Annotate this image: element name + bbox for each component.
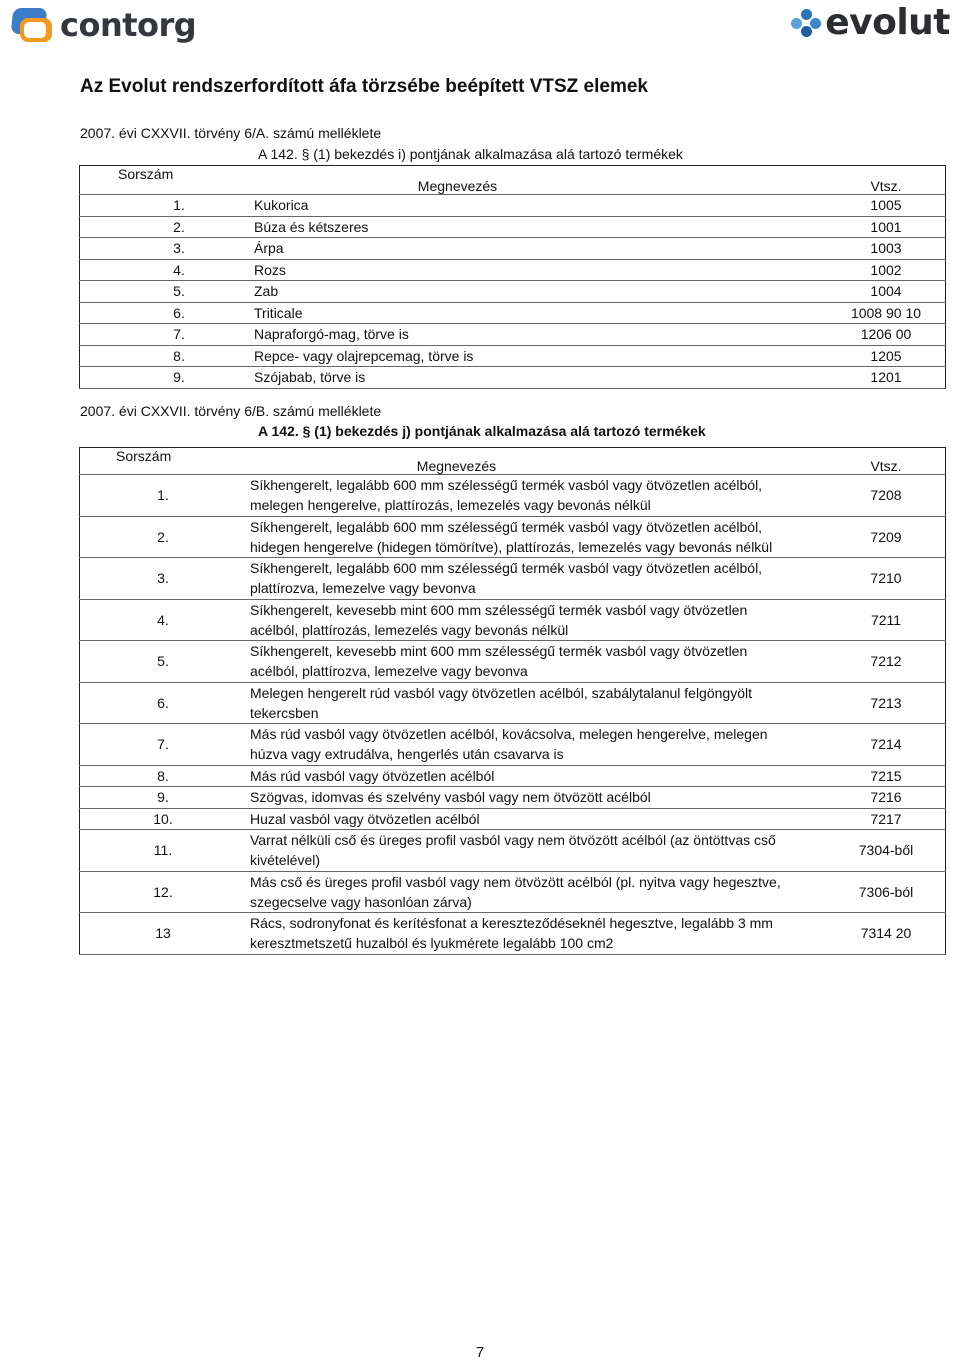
row-name-line: Más rúd vasból vagy ötvözetlen acélból, kovácsolva, melegen hengerelve, melegen (250, 726, 768, 743)
row-vtsz-code: 7210 (827, 558, 946, 600)
row-name-line: acélból, plattírozva, lemezelve vagy bevonva (250, 663, 528, 680)
row-name-line: Síkhengerelt, kevesebb mint 600 mm szélességű termék vasból vagy ötvözetlen (250, 643, 748, 660)
row-name: Árpa (248, 238, 827, 260)
row-name-line: Síkhengerelt, legalább 600 mm szélességű termék vasból vagy ötvözetlen acélból, (250, 477, 763, 494)
row-vtsz-code: 7208 (827, 475, 946, 517)
row-number: 5. (80, 281, 249, 303)
evolut-logo-text: evolut (825, 2, 950, 43)
contorg-logo-text: contorg (60, 6, 197, 44)
row-vtsz-code: 1206 00 (827, 324, 946, 346)
table-row (80, 195, 946, 217)
table-row (80, 259, 946, 281)
page-title: Az Evolut rendszerfordított áfa törzsébe beépített VTSZ elemek (80, 76, 648, 97)
row-number: 12. (80, 871, 247, 913)
row-number: 6. (80, 682, 247, 724)
row-number: 4. (80, 599, 247, 641)
table-a-subtitle: A 142. § (1) bekezdés i) pontjának alkalmazása alá tartozó termékek (258, 146, 683, 162)
row-name: Napraforgó-mag, törve is (248, 324, 827, 346)
table-row (80, 558, 946, 600)
row-vtsz-code: 7314 20 (827, 913, 946, 955)
row-name-line: Melegen hengerelt rúd vasból vagy ötvözetlen acélból, szabálytalanul felgöngyölt (250, 684, 752, 701)
row-name-line: Szögvas, idomvas és szelvény vasból vagy nem ötvözött acélból (250, 789, 651, 806)
col-header-vtsz: Vtsz. (827, 166, 946, 195)
table-b (79, 447, 946, 955)
row-name (246, 765, 827, 787)
row-number: 7. (80, 324, 249, 346)
row-name (246, 871, 827, 913)
table-row (80, 345, 946, 367)
table-row (80, 516, 946, 558)
table-row (80, 599, 946, 641)
row-number: 8. (80, 345, 249, 367)
table-row (80, 682, 946, 724)
row-vtsz-code: 1005 (827, 195, 946, 217)
row-vtsz-code: 7215 (827, 765, 946, 787)
row-name-line: Más cső és üreges profil vasból vagy nem ötvözött acélból (pl. nyitva vagy hegesztve, (250, 873, 781, 890)
table-row (80, 913, 946, 955)
row-vtsz-code: 7213 (827, 682, 946, 724)
row-number: 9. (80, 367, 249, 389)
row-number: 5. (80, 641, 247, 683)
table-row (80, 281, 946, 303)
row-name (246, 558, 827, 600)
row-vtsz-code: 1201 (827, 367, 946, 389)
row-name-line: Síkhengerelt, legalább 600 mm szélességű termék vasból vagy ötvözetlen acélból, (250, 560, 763, 577)
row-name-line: szegecselve vagy hasonlóan zárva) (250, 893, 472, 910)
row-number: 4. (80, 259, 249, 281)
col-header-sorszam: Sorszám (80, 448, 247, 475)
row-name (246, 724, 827, 766)
row-name-line: húzva vagy extrudálva, hengerlés után csavarva is (250, 746, 564, 763)
table-row (80, 324, 946, 346)
row-number: 2. (80, 516, 247, 558)
law-reference-b: 2007. évi CXXVII. törvény 6/B. számú melléklete (80, 403, 382, 419)
row-number: 3. (80, 558, 247, 600)
table-row (80, 724, 946, 766)
row-name-line: Síkhengerelt, legalább 600 mm szélességű termék vasból vagy ötvözetlen acélból, (250, 518, 763, 535)
row-vtsz-code: 7214 (827, 724, 946, 766)
row-vtsz-code: 1003 (827, 238, 946, 260)
row-name (246, 599, 827, 641)
col-header-sorszam: Sorszám (80, 166, 249, 195)
row-vtsz-code: 7212 (827, 641, 946, 683)
row-name (246, 475, 827, 517)
row-vtsz-code: 7211 (827, 599, 946, 641)
page-number: 7 (475, 1344, 485, 1361)
row-name-line: melegen hengerelve, plattírozás, lemezelés vagy bevonás nélkül (250, 497, 651, 514)
row-vtsz-code: 1001 (827, 216, 946, 238)
row-number: 11. (80, 830, 247, 872)
row-name (246, 913, 827, 955)
row-name: Repce- vagy olajrepcemag, törve is (248, 345, 827, 367)
row-number: 3. (80, 238, 249, 260)
row-name: Kukorica (248, 195, 827, 217)
row-number: 1. (80, 195, 249, 217)
table-row (80, 367, 946, 389)
row-name-line: keresztmetszetű huzalból és lyukmérete legalább 100 cm2 (250, 935, 614, 952)
row-name-line: Varrat nélküli cső és üreges profil vasból vagy nem ötvözött acélból (az öntöttvas cső (250, 832, 776, 849)
row-vtsz-code: 7304-ből (827, 830, 946, 872)
row-name (246, 808, 827, 830)
table-row (80, 830, 946, 872)
row-number: 2. (80, 216, 249, 238)
row-number: 7. (80, 724, 247, 766)
table-b-header (80, 448, 946, 475)
table-row (80, 787, 946, 809)
row-vtsz-code: 1205 (827, 345, 946, 367)
table-row (80, 475, 946, 517)
col-header-megnevezes: Megnevezés (246, 448, 827, 475)
page-header (0, 0, 960, 52)
row-name (246, 641, 827, 683)
col-header-vtsz: Vtsz. (827, 448, 946, 475)
row-name: Rozs (248, 259, 827, 281)
row-number: 8. (80, 765, 247, 787)
evolut-logo (791, 2, 950, 43)
row-number: 10. (80, 808, 247, 830)
table-row (80, 871, 946, 913)
law-reference-a: 2007. évi CXXVII. törvény 6/A. számú melléklete (80, 125, 382, 141)
row-vtsz-code: 7306-ból (827, 871, 946, 913)
row-name-line: acélból, plattírozás, lemezelés vagy bevonás nélkül (250, 621, 569, 638)
row-name-line: Más rúd vasból vagy ötvözetlen acélból (250, 767, 495, 784)
table-row (80, 302, 946, 324)
table-row (80, 641, 946, 683)
table-row (80, 216, 946, 238)
row-number: 6. (80, 302, 249, 324)
table-row (80, 238, 946, 260)
row-name: Triticale (248, 302, 827, 324)
row-vtsz-code: 1002 (827, 259, 946, 281)
contorg-logo (12, 4, 196, 46)
row-name-line: Síkhengerelt, kevesebb mint 600 mm szélességű termék vasból vagy ötvözetlen (250, 601, 748, 618)
row-vtsz-code: 7217 (827, 808, 946, 830)
row-name (246, 516, 827, 558)
evolut-logo-icon (791, 8, 821, 38)
table-a-header (80, 166, 946, 195)
col-header-megnevezes: Megnevezés (248, 166, 827, 195)
row-vtsz-code: 1008 90 10 (827, 302, 946, 324)
row-number: 1. (80, 475, 247, 517)
row-name: Szójabab, törve is (248, 367, 827, 389)
row-name-line: Huzal vasból vagy ötvözetlen acélból (250, 810, 480, 827)
row-name: Búza és kétszeres (248, 216, 827, 238)
row-vtsz-code: 1004 (827, 281, 946, 303)
table-a (79, 165, 946, 389)
row-vtsz-code: 7209 (827, 516, 946, 558)
row-name (246, 787, 827, 809)
table-b-subtitle: A 142. § (1) bekezdés j) pontjának alkalmazása alá tartozó termékek (258, 423, 706, 439)
row-vtsz-code: 7216 (827, 787, 946, 809)
contorg-logo-icon (12, 4, 54, 46)
row-name-line: kivételével) (250, 852, 321, 869)
row-name (246, 830, 827, 872)
row-number: 9. (80, 787, 247, 809)
row-number: 13 (80, 913, 247, 955)
table-row (80, 808, 946, 830)
row-name-line: hidegen hengerelve (hidegen tömörítve), plattírozás, lemezelés vagy bevonás nélkül (250, 538, 773, 555)
row-name: Zab (248, 281, 827, 303)
row-name-line: tekercsben (250, 704, 319, 721)
row-name-line: plattírozva, lemezelve vagy bevonva (250, 580, 476, 597)
table-row (80, 765, 946, 787)
row-name-line: Rács, sodronyfonat és kerítésfonat a kereszteződéseknél hegesztve, legalább 3 mm (250, 915, 773, 932)
row-name (246, 682, 827, 724)
